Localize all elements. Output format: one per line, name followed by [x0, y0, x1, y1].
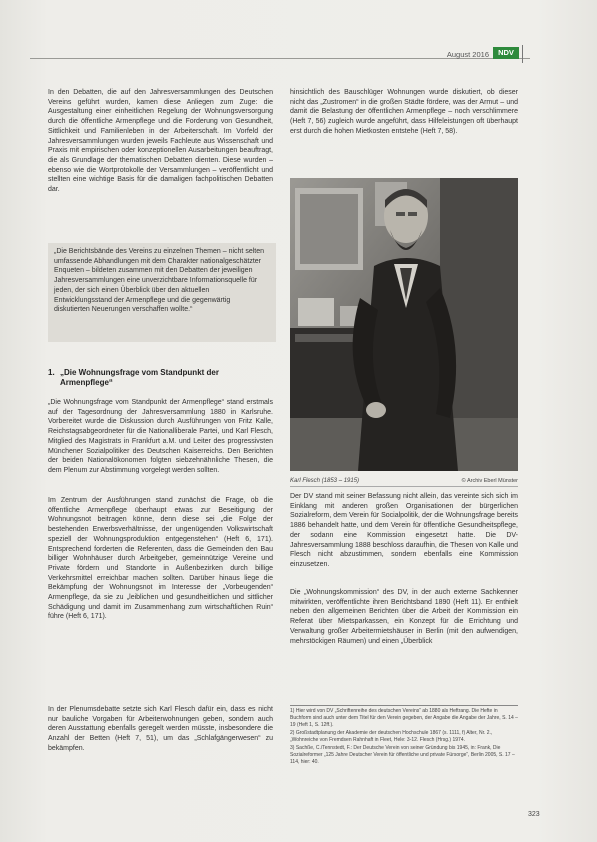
caption-credit: © Archiv Eberl Münster — [461, 478, 518, 484]
section-paragraph-2 — [48, 496, 273, 622]
left-para-2: „Die Wohnungsfrage vom Standpunkt der Armenpflege“ stand erstmals auf der Tagesordnung der Jahresversammlung 1880 in Karlsruhe. Vorbereitet wurde die Diskussion durch Ausführungen von Fritz Kalle, Reichstagsabgeordneter für die Nationalliberale Partei, und Karl Flesch, Mitglied des Magistrats in Frankfurt a.M. und Leiter des progressivsten Münchener Sozialpolitiker des Deutschen Kaiserreichs. Den Berichten der beiden Nationalökonomen folgten siebzehnähnliche Thesen, die dem Plenum zur Abstimmung vorgelegt werden sollten. — [48, 399, 273, 474]
header-divider — [522, 45, 523, 63]
photo-caption — [290, 478, 518, 484]
right-paragraph-3 — [290, 588, 518, 646]
caption-rule — [290, 486, 518, 487]
left-para-4: In der Plenumsdebatte setzte sich Karl Flesch dafür ein, dass es nicht nur bauliche Vorgaben für Arbeiterwohnungen geben, sondern auch deren Ausstattung ebenfalls geregelt werden müsste, insbesondere die Anzahl der Betten (Heft 7, 51), um das „Schlafgängerwesen“ zu bekämpfen. — [48, 706, 273, 752]
footnotes — [290, 708, 518, 767]
pull-quote-text: „Die Berichtsbände des Vereins zu einzelnen Themen – nicht selten umfassende Abhandlungen mit dem Charakter nationalgeschätzter Enqueten – bildeten zusammen mit den Debatten der jeweiligen Jahresversammlungen eine unverzichtbare Informationsquelle für jeden, der sich einen Überblick über den aktuellen Entwicklungsstand der Armenpflege und die gegenwärtig diskutierten Neuerungen verschaffen wollte.“ — [54, 248, 264, 314]
right-para-2: Der DV stand mit seiner Befassung nicht allein, das vereinte sich sich im Einklang mit anderen großen Organisationen der bürgerlichen Sozialreform, dem Verein für Socialpolitik, der die Wohnungsfrage bereits 1886 behandelt hatte, und dem Verein für öffentliche Gesundheitspflege, der sodann eine Kommission eingesetzt hatte. Die DV-Jahresversammlung 1888 beschloss daraufhin, die Thesen von Kalle und Flesch nicht abzustimmen, sondern ebenfalls eine Kommission einzusetzen. — [290, 493, 518, 568]
section-paragraph-3 — [48, 705, 273, 754]
footnote-3: 3) Sachße, C./Tennstedt, F.: Der Deutsche Verein von seiner Gründung bis 1945, in: Frank, Die Sozialreformer „125 Jahre Deutscher Verein für öffentliche und private Fürsorge“, Berlin 2005, S. 17 – 114, hier: 40. — [290, 745, 515, 766]
right-intro-paragraph — [290, 88, 518, 137]
footnote-2: 2) Großstadtplanung der Akademie der deutschen Hochschule 1867 (s. 1111, f) Alter, Nr. 2., „Wohnreiche von Fremdsen Rahnhaft in Fleet, Hele: 3-12. Flesch (Hrsg.) 1974. — [290, 730, 493, 744]
section-paragraph-1 — [48, 398, 273, 476]
right-para-1: hinsichtlich des Bauschlüger Wohnungen wurde diskutiert, ob dieser nicht das „Zustromen“ in die großen Städte fördere, was der Armut – und damit die Belastung der öffentlichen Armenpflege – noch verschlimmere (Heft 7, 56) zugleich wurde angeführt, dass Hilfeleistungen oft überhaupt erst durch die hohen Mietkosten entstehe (Heft 7, 58). — [290, 89, 518, 135]
right-para-3: Die „Wohnungskommission“ des DV, in der auch externe Sachkenner mitwirkten, veröffentlichte ihren Berichtsband 1890 (Heft 11). Er enthielt neben den allgemeinen Berichten über die Arbeit der Kommission ein Referat über Mietsparkassen, ein Konzept für die Errichtung und Verwaltung großer Arbeitermietshäuser in Berlin (mit den aufwendigen, mehrstöckigen Räumen) und einen „Überblick — [290, 589, 518, 645]
section-number: 1. — [48, 368, 55, 377]
section-title-line2: Armenpflege“ — [60, 378, 113, 387]
caption-name: Karl Flesch (1853 – 1915) — [290, 478, 360, 484]
issue-date: August 2016 — [446, 50, 489, 59]
portrait-photo — [290, 178, 518, 471]
right-paragraph-2 — [290, 492, 518, 570]
ndv-badge: NDV — [493, 47, 519, 59]
pull-quote — [48, 243, 276, 342]
footnote-rule — [290, 705, 518, 706]
left-para-3: Im Zentrum der Ausführungen stand zunächst die Frage, ob die öffentliche Armenpflege überhaupt etwas zur Beseitigung der Wohnungsnot beitragen könne, denn diese sei „die Folge der bestehenden Erwerbsverhältnisse, der ungenügenden Volkswirtschaft speziell der Wohnungsproduktion entgegenstehen“ (Heft 6, 171). Entsprechend forderten die Referenten, dass die Gemeinden den Bau billiger Wohnhäuser durch Arbeitgeber, gemeinnützige Vereine und Private fördern und Standorte in Außenbezirken durch billige Verkehrsmittel erreichbar machen sollten. Darüber hinaus liege die Bekämpfung der Wohnungsnot im Interesse der „Vorbeugenden“ Armenpflege, da sie zu „leiblichen und gesundheitlichen und sittlicher Schädigung und damit im Zusammenhang zum wirtschaftlichen Ruin“ führe (Heft 6, 171). — [48, 497, 273, 621]
section-title-line1: „Die Wohnungsfrage vom Standpunkt der — [60, 368, 219, 377]
footnote-1: 1) Hier wird von DV „Schriftenreihe des deutschen Vereins“ ab 1880 als Heftrang. Die Hefte in Buchform sind auch unter dem Titel für den Verein gegeben, der Angabe die Angabe der Jahre, S. 14 – 19 (Heft 1, S. 12ff.). — [290, 708, 518, 729]
section-heading — [48, 368, 276, 388]
intro-paragraph — [48, 88, 273, 195]
portrait-illustration — [290, 178, 518, 471]
page-number: 323 — [528, 811, 540, 818]
left-para-1: In den Debatten, die auf den Jahresversammlungen des Deutschen Vereins geführt wurden, kamen diese Anliegen zum Zuge: die Ausgestaltung einer einheitlichen Regelung der Wohnungsversorgung durch die öffentliche Armenpflege und die Forderung von Gesundheit, Sittlichkeit und Familienleben in der Arbeiterschaft. Im Vorfeld der Jahresversammlungen wurden jeweils Fachleute aus Wissenschaft und Praxis mit empirischen oder konzeptionellen Ausarbeitungen beauftragt, die als Grundlage der thematischen Debatten dienten. Diese wurden – ebenso wie die Wortprotokolle der Versammlungen – veröffentlicht und stellten eine wichtige Basis für die damaligen fachpolitischen Debatten dar. — [48, 89, 273, 194]
